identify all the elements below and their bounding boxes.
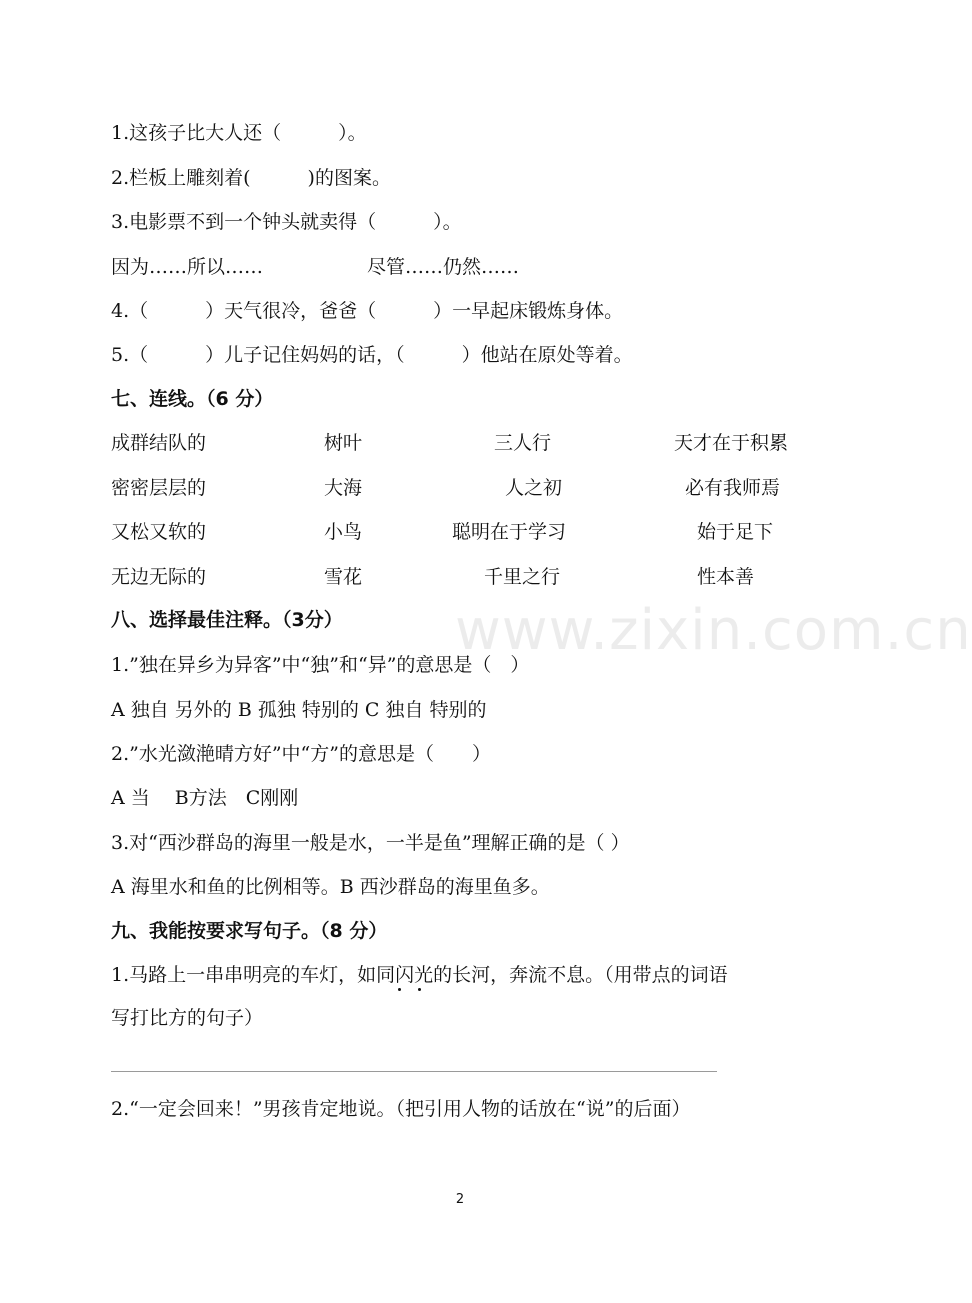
match-mid-1: 树叶 (324, 432, 363, 454)
match-mid-2: 大海 (324, 477, 363, 499)
fill-blank-2: 2.栏板上雕刻着( )的图案。 (111, 167, 391, 189)
page-number: 2 (455, 1192, 465, 1207)
emphasis-dot (398, 988, 401, 991)
match-mid-4: 雪花 (324, 566, 363, 588)
match-proverb-1: 三人行 (494, 432, 552, 454)
match-left-3: 又松又软的 (111, 521, 207, 543)
emphasis-dot (418, 988, 421, 991)
rewrite-question-1-line2: 写打比方的句子） (111, 1007, 264, 1029)
conjunction-pair-2: 尽管……仍然…… (367, 256, 520, 278)
section-8-heading: 八、选择最佳注释。（3分） (111, 609, 343, 631)
match-left-2: 密密层层的 (111, 477, 207, 499)
choice-options-1: A 独自 另外的 B 孤独 特别的 C 独自 特别的 (111, 699, 487, 721)
match-proverb-3: 聪明在于学习 (452, 521, 567, 543)
section-9-heading: 九、我能按要求写句子。（8 分） (111, 920, 388, 942)
rewrite-question-1-line1: 1.马路上一串串明亮的车灯，如同闪光的长河，奔流不息。（用带点的词语 (111, 964, 728, 986)
match-left-1: 成群结队的 (111, 432, 207, 454)
match-proverb-4: 千里之行 (484, 566, 561, 588)
section-7-heading: 七、连线。（6 分） (111, 388, 274, 410)
match-ending-3: 始于足下 (697, 521, 774, 543)
choice-question-3: 3.对“西沙群岛的海里一般是水，一半是鱼”理解正确的是（ ） (111, 832, 630, 854)
match-ending-1: 天才在于积累 (674, 432, 789, 454)
fill-blank-4: 4.（ ）天气很冷，爸爸（ ）一早起床锻炼身体。 (111, 300, 624, 322)
choice-options-2: A 当 B方法 C刚刚 (111, 787, 299, 809)
match-ending-4: 性本善 (697, 566, 755, 588)
match-ending-2: 必有我师焉 (685, 477, 781, 499)
rewrite-question-2: 2.“一定会回来！”男孩肯定地说。（把引用人物的话放在“说”的后面） (111, 1098, 691, 1120)
conjunction-pair-1: 因为……所以…… (111, 256, 264, 278)
choice-options-3: A 海里水和鱼的比例相等。B 西沙群岛的海里鱼多。 (111, 876, 550, 898)
match-proverb-2: 人之初 (505, 477, 563, 499)
fill-blank-5: 5.（ ）儿子记住妈妈的话，（ ）他站在原处等着。 (111, 344, 633, 366)
answer-line (111, 1071, 717, 1072)
watermark: www.zixin.com.cn (455, 598, 972, 663)
choice-question-2: 2.”水光潋滟晴方好”中“方”的意思是（ ） (111, 743, 491, 765)
match-mid-3: 小鸟 (324, 521, 363, 543)
choice-question-1: 1.”独在异乡为异客”中“独”和“异”的意思是（ ） (111, 654, 530, 676)
fill-blank-1: 1.这孩子比大人还（ ）。 (111, 122, 367, 144)
fill-blank-3: 3.电影票不到一个钟头就卖得（ ）。 (111, 211, 462, 233)
match-left-4: 无边无际的 (111, 566, 207, 588)
